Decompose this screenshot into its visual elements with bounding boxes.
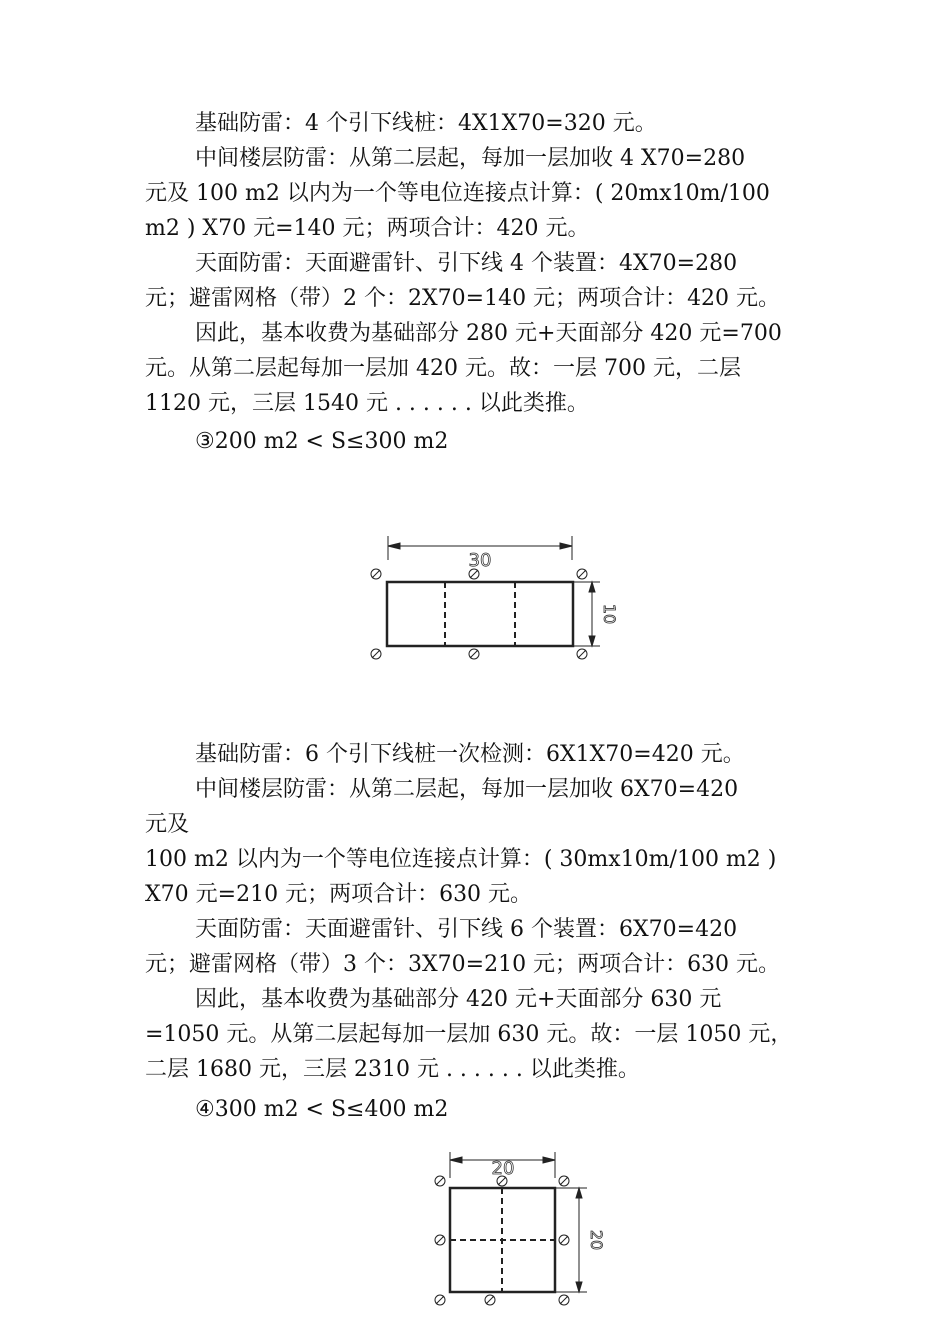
text-line: 100 m2 以内为一个等电位连接点计算：( 30mx10m/100 m2 )	[145, 847, 777, 872]
text-line: 中间楼层防雷：从第二层起，每加一层加收 4 X70=280	[195, 146, 746, 171]
text-line: 元。从第二层起每加一层加 420 元。故：一层 700 元，二层	[145, 356, 741, 381]
text-line: 中间楼层防雷：从第二层起，每加一层加收 6X70=420	[195, 777, 739, 802]
text-line: 因此，基本收费为基础部分 420 元+天面部分 630 元	[195, 987, 722, 1012]
text-line: 天面防雷：天面避雷针、引下线 4 个装置：4X70=280	[195, 251, 738, 276]
section3-text	[145, 737, 810, 1087]
heading-4: ④300 m2 < S≤400 m2	[195, 1097, 449, 1122]
text-line: 二层 1680 元，三层 2310 元 . . . . . . 以此类推。	[145, 1057, 640, 1082]
text-line: 1120 元，三层 1540 元 . . . . . . 以此类推。	[145, 391, 589, 416]
text-line: 元；避雷网格（带）3 个：3X70=210 元；两项合计：630 元。	[145, 952, 781, 977]
section2-text	[145, 106, 810, 421]
text-line: 元；避雷网格（带）2 个：2X70=140 元；两项合计：420 元。	[145, 286, 781, 311]
figure1-height-label: 10	[600, 603, 619, 625]
text-line: 基础防雷：4 个引下线桩：4X1X70=320 元。	[195, 111, 657, 136]
figure-30x10	[360, 530, 620, 670]
text-line: m2 ) X70 元=140 元；两项合计：420 元。	[145, 216, 590, 241]
text-line: 元及 100 m2 以内为一个等电位连接点计算：( 20mx10m/100	[145, 181, 770, 206]
text-line: =1050 元。从第二层起每加一层加 630 元。故：一层 1050 元，	[145, 1022, 793, 1047]
text-line: X70 元=210 元；两项合计：630 元。	[145, 882, 533, 907]
figure2-height-label: 20	[587, 1229, 606, 1251]
text-line: 元及	[145, 812, 190, 837]
text-line: 基础防雷：6 个引下线桩一次检测：6X1X70=420 元。	[195, 742, 745, 767]
heading-3: ③200 m2 < S≤300 m2	[195, 429, 449, 454]
figure1-width-label: 30	[468, 550, 492, 571]
text-line: 天面防雷：天面避雷针、引下线 6 个装置：6X70=420	[195, 917, 738, 942]
text-line: 因此，基本收费为基础部分 280 元+天面部分 420 元=700	[195, 321, 782, 346]
figure2-width-label: 20	[491, 1158, 515, 1179]
figure-20x20	[425, 1148, 615, 1318]
